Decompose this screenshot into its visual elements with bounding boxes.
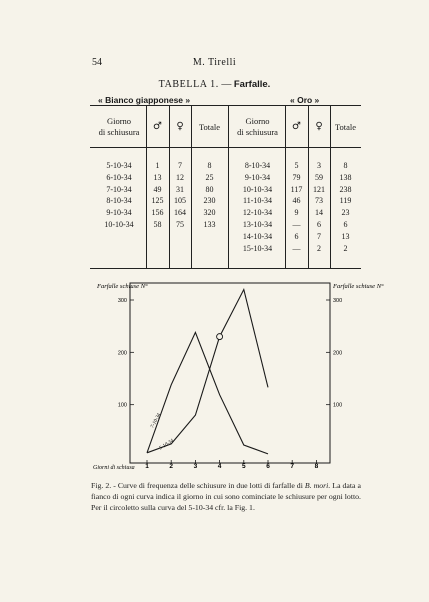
table-cell: 13 (153, 172, 162, 182)
page-number: 54 (92, 57, 102, 68)
table-cell: 1 (155, 161, 160, 170)
table-cell: 7 (178, 161, 182, 170)
table-cell: 238 (339, 184, 352, 194)
group-heading-left: « Bianco giapponese » (98, 95, 191, 105)
table-cell: 73 (315, 196, 323, 206)
table-cell: 79 (292, 172, 301, 182)
table-cell: 58 (153, 220, 162, 229)
series-label: 5-10-34 (158, 438, 175, 452)
y-tick-label-left: 100 (117, 402, 127, 409)
table-cell: 119 (339, 196, 352, 206)
table-cell-date: 15-10-34 (242, 243, 273, 253)
table-cell-date: 12-10-34 (242, 208, 273, 218)
table-cell: 31 (176, 184, 184, 194)
table-cell: 320 (203, 208, 216, 218)
table-cell: 12 (176, 172, 184, 182)
group-heading-right: « Oro » (290, 95, 320, 105)
y-axis-label-right: Farfalle schiuse N° (333, 283, 384, 290)
table-caption-title: Farfalle. (233, 79, 271, 90)
table-cell: 8 (207, 161, 212, 170)
figure-caption-species: B. mori. (304, 481, 331, 490)
table-cell: 105 (174, 196, 186, 206)
table-caption-separator: — (218, 79, 234, 90)
table-cell: 46 (292, 196, 301, 206)
table-cell: — (292, 243, 301, 253)
table-cell-date: 10-10-34 (104, 220, 134, 229)
x-tick-label: 3 (193, 463, 198, 470)
series-label: 7-10-34 (150, 412, 163, 430)
x-tick-label: 7 (290, 463, 295, 470)
table-cell: 117 (290, 184, 303, 194)
x-tick-label: 6 (266, 463, 270, 470)
x-tick-label: 4 (217, 463, 222, 470)
table-cell: 164 (174, 208, 186, 218)
annotation-circle (217, 334, 223, 340)
table-cell: 80 (205, 184, 214, 194)
series-line (147, 290, 268, 453)
col-header-day-line2: di schiusura (237, 127, 278, 137)
table-cell-date: 8-10-34 (106, 196, 132, 206)
col-header-day-line1: Giorno (245, 116, 270, 126)
table-cell: 49 (153, 184, 162, 194)
y-tick-label-left: 300 (117, 298, 127, 304)
table-cell: 5 (294, 161, 299, 170)
x-tick-label: 8 (314, 463, 319, 470)
chart-frame (130, 283, 330, 463)
y-tick-label-right: 200 (333, 350, 343, 357)
table-cell-date: 9-10-34 (106, 208, 132, 218)
table-cell-date: 5-10-34 (106, 161, 132, 170)
x-axis-label: Giorni di schiusa (93, 465, 135, 471)
table-cell-date: 11-10-34 (242, 196, 273, 206)
col-header-total: Totale (198, 122, 221, 132)
y-tick-label-right: 100 (333, 402, 343, 409)
table-cell: 23 (341, 208, 350, 218)
table-cell: 6 (317, 220, 321, 229)
table-cell: 14 (315, 208, 323, 218)
table-cell: — (292, 220, 301, 229)
table-cell: 2 (317, 243, 321, 253)
table-cell: 25 (205, 172, 214, 182)
table-cell: 7 (317, 231, 321, 241)
col-header-total: Totale (334, 122, 357, 132)
figure-caption-post: La data a fianco di ogni curva indica il giorno in cui sono cominciate le schiusure per ogni lotto. Per il circoletto sulla curva del 5-10-34 cfr. la Fig. 1. (91, 481, 361, 512)
y-tick-label-right: 300 (333, 298, 343, 304)
table-cell: 138 (339, 172, 352, 182)
table-cell-date: 14-10-34 (242, 231, 273, 241)
table-cell-date: 13-10-34 (242, 220, 273, 229)
table-cell-date: 10-10-34 (242, 184, 273, 194)
table-cell-date: 6-10-34 (106, 172, 132, 182)
table-cell: 156 (151, 208, 164, 218)
plot-frame (130, 283, 330, 463)
table-cell: 133 (203, 220, 216, 229)
male-symbol: ♂ (292, 121, 301, 132)
table-caption-label: TABELLA 1. (158, 79, 219, 90)
table-cell: 75 (176, 220, 184, 229)
y-axis-label-left: Farfalle schiuse N° (97, 283, 148, 290)
series-line (147, 332, 268, 454)
male-symbol: ♂ (153, 121, 162, 132)
table-cell: 13 (341, 231, 350, 241)
table-cell: 6 (343, 220, 348, 229)
table-cell: 3 (317, 161, 321, 170)
female-symbol: ♀ (176, 121, 184, 132)
figure-caption (91, 480, 361, 513)
x-tick-label: 1 (145, 463, 149, 470)
x-tick-label: 2 (169, 463, 174, 470)
running-head: M. Tirelli (192, 57, 237, 68)
table-cell: 59 (315, 172, 323, 182)
x-tick-label: 5 (241, 463, 246, 470)
col-header-day-line1: Giorno (106, 116, 132, 126)
table-cell: 230 (203, 196, 216, 206)
table-cell: 125 (151, 196, 164, 206)
female-symbol: ♀ (315, 121, 323, 132)
table-cell-date: 8-10-34 (244, 161, 271, 170)
chart-ticks (118, 298, 342, 470)
figure-caption-pre: Fig. 2. - Curve di frequenza delle schiusure in due lotti di farfalle di (91, 481, 305, 490)
col-header-day-line2: di schiusura (98, 127, 140, 137)
y-tick-label-left: 200 (117, 350, 127, 357)
table-cell: 8 (343, 161, 348, 170)
chart-series (147, 290, 268, 454)
table-cell: 9 (294, 208, 299, 218)
table-cell: 6 (294, 231, 299, 241)
table-cell-date: 7-10-34 (106, 184, 132, 194)
table-cell: 2 (343, 243, 348, 253)
table-cell: 121 (313, 184, 325, 194)
table-cell-date: 9-10-34 (244, 172, 271, 182)
